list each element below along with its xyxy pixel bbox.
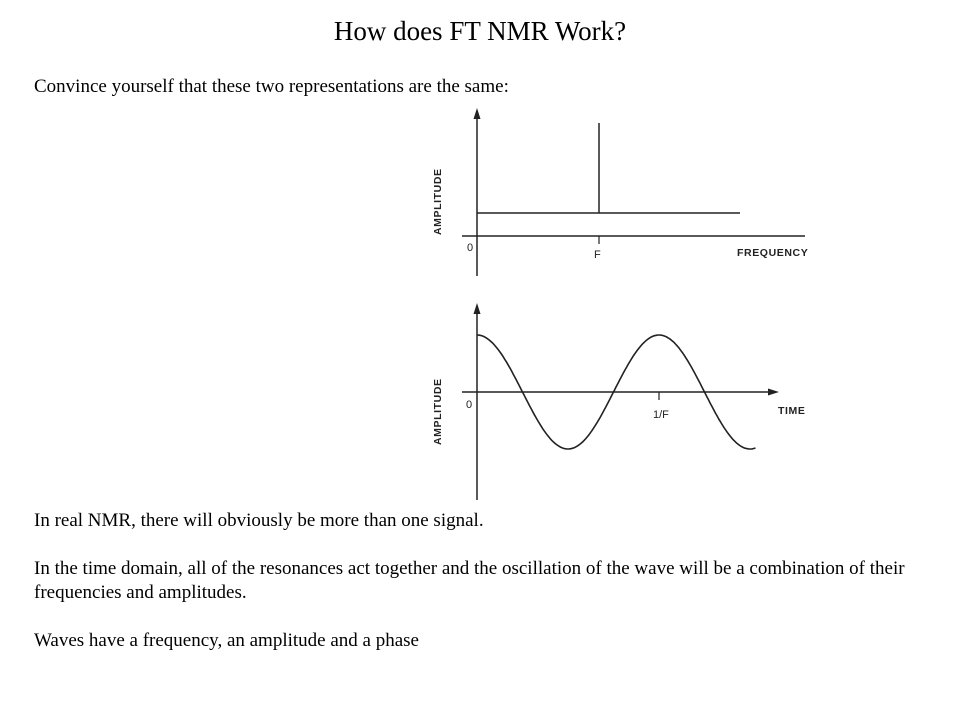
time-y-label: AMPLITUDE — [432, 378, 444, 445]
nmr-figure — [415, 100, 815, 505]
freq-tick-label: F — [594, 249, 601, 261]
freq-y-label: AMPLITUDE — [432, 168, 444, 235]
paragraph-time-domain: In the time domain, all of the resonances act together and the oscillation of the wave will be a combination of their frequencies and amplitudes. — [34, 558, 905, 603]
paragraph-wave-properties: Waves have a frequency, an amplitude and a phase — [34, 630, 419, 651]
freq-y-axis-arrow — [474, 108, 481, 119]
frequency-domain-plot — [432, 108, 808, 276]
time-tick-label: 1/F — [653, 409, 669, 421]
paragraph-signals: In real NMR, there will obviously be more than one signal. — [34, 510, 484, 531]
intro-text: Convince yourself that these two representations are the same: — [34, 76, 509, 97]
time-domain-plot — [432, 303, 805, 500]
time-origin-label: 0 — [466, 399, 473, 411]
freq-origin-label: 0 — [467, 242, 474, 254]
nmr-diagram — [415, 100, 815, 505]
time-y-axis-arrow — [474, 303, 481, 314]
body-text — [34, 509, 934, 653]
time-x-label: TIME — [778, 405, 806, 417]
freq-x-label: FREQUENCY — [737, 247, 809, 259]
time-x-axis-arrow — [768, 389, 779, 396]
slide-title: How does FT NMR Work? — [333, 16, 627, 46]
